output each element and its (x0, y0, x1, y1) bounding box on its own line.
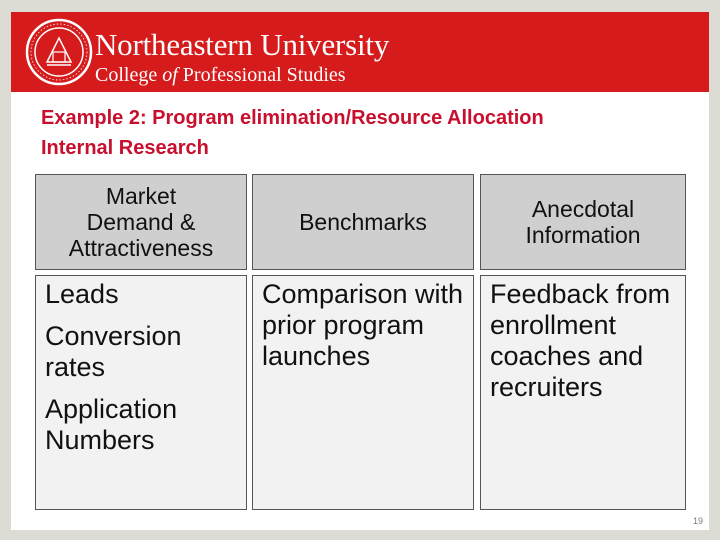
college-name (95, 65, 346, 85)
list-item: Comparison with prior program launches (262, 279, 464, 371)
college-of: of (162, 64, 178, 86)
column-header (480, 174, 686, 270)
list-item: Conversion rates (45, 321, 182, 382)
column-body (35, 275, 247, 510)
slide-title-line-2: Internal Research (41, 137, 209, 159)
column-header-line: Market (105, 183, 177, 209)
header-banner (11, 12, 709, 92)
slide (11, 12, 709, 530)
column-header-line: Attractiveness (68, 235, 214, 261)
column-body (480, 275, 686, 510)
column-header-line: Anecdotal (531, 196, 635, 222)
column-header (252, 174, 474, 270)
college-suffix: Professional Studies (177, 64, 346, 86)
page-number: 19 (692, 516, 703, 526)
column-header-line: Information (525, 222, 641, 248)
university-seal-icon (25, 18, 93, 86)
list-item: Leads (45, 279, 119, 309)
college-prefix: College (95, 64, 163, 86)
list-item: Application Numbers (45, 394, 178, 455)
column-body (252, 275, 474, 510)
list-item: Feedback from enrollment coaches and recruiters (490, 279, 671, 402)
slide-title-line-1: Example 2: Program elimination/Resource Allocation (41, 107, 544, 129)
column-header-line: Demand & (86, 209, 196, 235)
column-header (35, 174, 247, 270)
slide-title (41, 103, 681, 163)
university-name: Northeastern University (95, 27, 390, 62)
column-header-line: Benchmarks (299, 209, 427, 235)
